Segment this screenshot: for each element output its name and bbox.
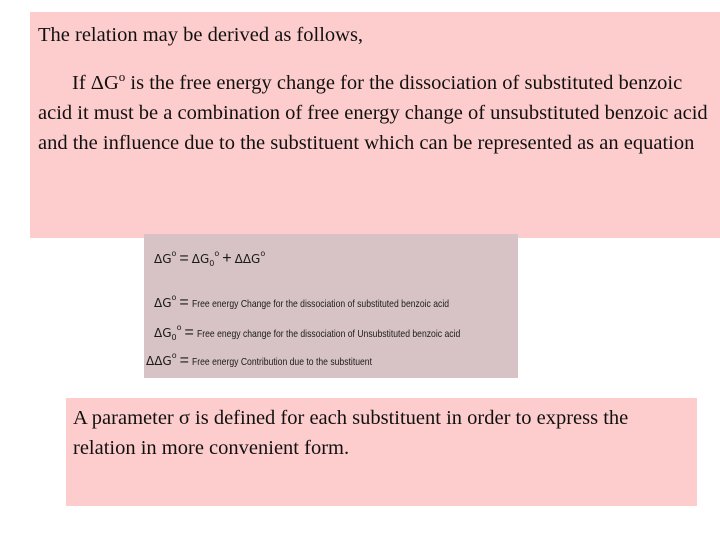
intro-text-box (30, 12, 720, 238)
eq-equals: = (179, 250, 189, 267)
equation-image-panel (144, 234, 518, 378)
def-equals: = (179, 294, 189, 311)
delta-g-symbol: ΔG (90, 72, 119, 94)
eq-term1: $\Delta G_0^o$ (191, 249, 220, 268)
def-symbol: ΔΔG$^o$ (146, 351, 177, 368)
definition-row (146, 352, 411, 370)
def-equals: = (184, 324, 194, 341)
def-text: Free energy Contribution due to the substituent (191, 356, 372, 368)
def-symbol: $\Delta G^o$ (154, 293, 177, 310)
def-symbol: $\Delta G_0^o$ (154, 323, 182, 342)
def-text: Free enegy change for the dissociation of Unsubstituted benzoic acid (196, 328, 461, 340)
definition-row (154, 294, 505, 312)
main-equation (154, 250, 265, 268)
degree-superscript: o (118, 69, 126, 85)
def-text: Free energy Change for the dissociation of substituted benzoic acid (191, 298, 449, 310)
para-rest: is the free energy change for the dissociation of substituted benzoic acid it must be a combination of free energy change of unsubstituted benzoic acid and the influence due to the substituent which can be represented as an equation (38, 72, 708, 154)
parameter-text-box (66, 398, 697, 506)
parameter-text: A parameter σ is defined for each substituent in order to express the relation in more convenient form. (73, 407, 629, 459)
def-equals: = (179, 352, 189, 369)
explanation-paragraph (38, 68, 712, 158)
eq-term2: ΔΔG$^o$ (234, 249, 266, 266)
eq-lhs: $\Delta G^o$ (154, 249, 177, 266)
eq-plus: + (222, 250, 232, 267)
definition-row (154, 324, 518, 342)
para-if: If (72, 72, 91, 94)
intro-line: The relation may be derived as follows, (38, 24, 364, 46)
